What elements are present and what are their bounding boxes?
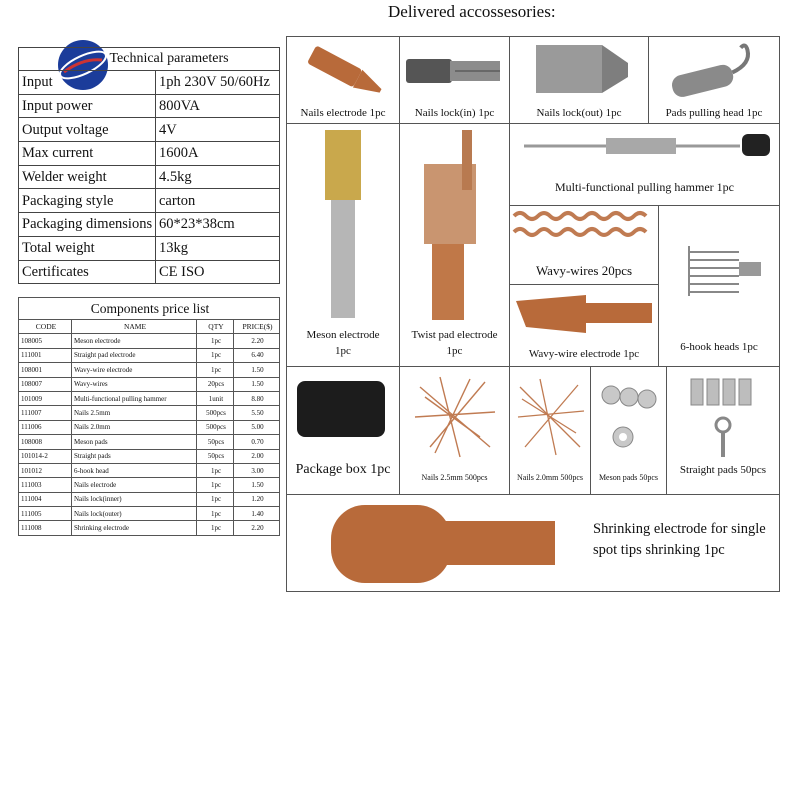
item-nails-25: [399, 366, 510, 495]
twist-pad-electrode-image: [400, 124, 510, 324]
price-name: Nails lock(outer): [72, 507, 197, 521]
price-value: 5.50: [234, 406, 280, 420]
price-name: 6-hook head: [72, 463, 197, 477]
price-name: Nails 2.5mm: [72, 406, 197, 420]
price-row: [19, 334, 280, 348]
caption-line: Shrinking electrode for single: [593, 521, 766, 537]
item-twist-pad-electrode: [399, 123, 510, 367]
price-value: 8.80: [234, 391, 280, 405]
item-nails-lock-out: [509, 36, 649, 124]
item-nails-electrode: [286, 36, 400, 124]
pads-pulling-head-image: [649, 37, 779, 107]
price-name: Shrinking electrode: [72, 521, 197, 535]
price-row: [19, 363, 280, 377]
price-qty: 500pcs: [197, 406, 234, 420]
tech-value: carton: [156, 189, 280, 213]
wavy-wires-image: [510, 206, 658, 256]
item-meson-electrode: [286, 123, 400, 367]
nails-25-image: [400, 367, 510, 463]
price-code: 108007: [19, 377, 72, 391]
item-pulling-hammer: [509, 123, 780, 206]
price-name: Nails lock(inner): [72, 492, 197, 506]
price-code: 111006: [19, 420, 72, 434]
price-code: 111003: [19, 478, 72, 492]
item-six-hook-heads: [658, 205, 780, 367]
price-header: QTY: [197, 320, 234, 334]
price-code: 111008: [19, 521, 72, 535]
price-name: Straight pads: [72, 449, 197, 463]
tech-key: Welder weight: [19, 165, 156, 189]
delivered-title: Delivered accossesories:: [388, 2, 556, 21]
price-value: 0.70: [234, 435, 280, 449]
price-row: [19, 348, 280, 362]
wavy-wire-electrode-image: [510, 285, 658, 341]
price-code: 111005: [19, 507, 72, 521]
price-code: 101014-2: [19, 449, 72, 463]
price-code: 108005: [19, 334, 72, 348]
item-wavy-wires: [509, 205, 659, 285]
technical-parameters-table: [18, 47, 280, 284]
item-wavy-wire-electrode: [509, 284, 659, 367]
price-name: Nails 2.0mm: [72, 420, 197, 434]
price-name: Straight pad electrode: [72, 348, 197, 362]
nails-20-image: [510, 367, 590, 463]
caption: [593, 519, 766, 561]
price-row: [19, 463, 280, 477]
price-qty: 1pc: [197, 363, 234, 377]
tech-value: 1ph 230V 50/60Hz: [156, 71, 280, 95]
nails-lock-out-image: [510, 37, 648, 107]
tech-key: Packaging dimensions: [19, 213, 156, 237]
price-code: 101009: [19, 391, 72, 405]
caption: Multi-functional pulling hammer 1pc: [555, 180, 734, 194]
price-qty: 1pc: [197, 334, 234, 348]
price-value: 2.20: [234, 334, 280, 348]
tech-value: 60*23*38cm: [156, 213, 280, 237]
tech-value: 800VA: [156, 94, 280, 118]
price-title: Components price list: [19, 298, 280, 320]
price-value: 1.50: [234, 478, 280, 492]
caption: Wavy-wire electrode 1pc: [528, 348, 640, 360]
price-name: Nails electrode: [72, 478, 197, 492]
item-nails-lock-in: [399, 36, 510, 124]
price-qty: 500pcs: [197, 420, 234, 434]
pulling-hammer-image: [510, 124, 780, 174]
price-row: [19, 377, 280, 391]
caption: Nails 2.5mm 500pcs: [421, 473, 488, 482]
meson-electrode-image: [287, 124, 399, 324]
caption: 1pc: [446, 345, 463, 357]
caption: Wavy-wires 20pcs: [535, 263, 633, 278]
item-nails-20: [509, 366, 591, 495]
caption: Package box 1pc: [295, 462, 391, 477]
price-qty: 1unit: [197, 391, 234, 405]
price-qty: 1pc: [197, 507, 234, 521]
price-code: 111001: [19, 348, 72, 362]
price-value: 2.20: [234, 521, 280, 535]
package-box-image: [287, 367, 399, 443]
caption: Twist pad electrode: [411, 329, 498, 341]
caption: Nails lock(in) 1pc: [414, 107, 495, 119]
caption: Nails lock(out) 1pc: [536, 107, 622, 119]
meson-pads-image: [591, 367, 667, 463]
caption: Meson pads 50pcs: [598, 473, 659, 482]
price-qty: 1pc: [197, 478, 234, 492]
price-code: 101012: [19, 463, 72, 477]
caption: Nails electrode 1pc: [300, 107, 386, 119]
tech-key: Certificates: [19, 260, 156, 284]
price-qty: 50pcs: [197, 449, 234, 463]
price-row: [19, 420, 280, 434]
price-value: 2.00: [234, 449, 280, 463]
price-value: 6.40: [234, 348, 280, 362]
tech-key: Output voltage: [19, 118, 156, 142]
caption: 6-hook heads 1pc: [680, 341, 758, 353]
caption: Nails 2.0mm 500pcs: [517, 473, 583, 482]
tech-key: Total weight: [19, 236, 156, 260]
price-row: [19, 449, 280, 463]
price-value: 1.50: [234, 363, 280, 377]
price-name: Wavy-wires: [72, 377, 197, 391]
nails-electrode-image: [287, 37, 399, 107]
price-header: PRICE($): [234, 320, 280, 334]
tech-value: CE ISO: [156, 260, 280, 284]
price-row: [19, 507, 280, 521]
tech-key: Max current: [19, 142, 156, 166]
price-row: [19, 478, 280, 492]
price-value: 1.20: [234, 492, 280, 506]
price-header: NAME: [72, 320, 197, 334]
price-code: 108008: [19, 435, 72, 449]
price-value: 1.40: [234, 507, 280, 521]
components-price-table: [18, 297, 280, 536]
price-row: [19, 391, 280, 405]
price-code: 108001: [19, 363, 72, 377]
price-row: [19, 521, 280, 535]
item-meson-pads: [590, 366, 667, 495]
six-hook-heads-image: [659, 206, 779, 306]
tech-value: 1600A: [156, 142, 280, 166]
price-code: 111007: [19, 406, 72, 420]
price-qty: 50pcs: [197, 435, 234, 449]
price-value: 1.50: [234, 377, 280, 391]
price-row: [19, 406, 280, 420]
price-qty: 1pc: [197, 348, 234, 362]
price-name: Meson pads: [72, 435, 197, 449]
price-value: 5.00: [234, 420, 280, 434]
tech-value: 4V: [156, 118, 280, 142]
price-value: 3.00: [234, 463, 280, 477]
price-header: CODE: [19, 320, 72, 334]
price-qty: 1pc: [197, 521, 234, 535]
item-straight-pads: [666, 366, 780, 495]
straight-pads-image: [667, 367, 779, 463]
caption: Straight pads 50pcs: [679, 464, 767, 476]
item-shrinking-electrode: [286, 494, 780, 592]
shrinking-electrode-image: [287, 495, 587, 591]
price-row: [19, 492, 280, 506]
price-qty: 1pc: [197, 463, 234, 477]
nails-lock-in-image: [400, 37, 510, 107]
tech-key: Input: [19, 71, 156, 95]
item-pads-pulling-head: [648, 36, 780, 124]
tech-value: 13kg: [156, 236, 280, 260]
caption: 1pc: [335, 345, 351, 357]
price-qty: 1pc: [197, 492, 234, 506]
price-code: 111004: [19, 492, 72, 506]
caption: Pads pulling head 1pc: [665, 107, 763, 119]
tech-key: Packaging style: [19, 189, 156, 213]
price-row: [19, 435, 280, 449]
price-name: Multi-functional pulling hammer: [72, 391, 197, 405]
price-qty: 20pcs: [197, 377, 234, 391]
caption: Meson electrode: [306, 329, 380, 341]
item-package-box: [286, 366, 400, 495]
price-name: Meson electrode: [72, 334, 197, 348]
caption-line: spot tips shrinking 1pc: [593, 542, 725, 558]
tech-value: 4.5kg: [156, 165, 280, 189]
tech-key: Input power: [19, 94, 156, 118]
price-name: Wavy-wire electrode: [72, 363, 197, 377]
tech-title: Technical parameters: [19, 48, 280, 71]
